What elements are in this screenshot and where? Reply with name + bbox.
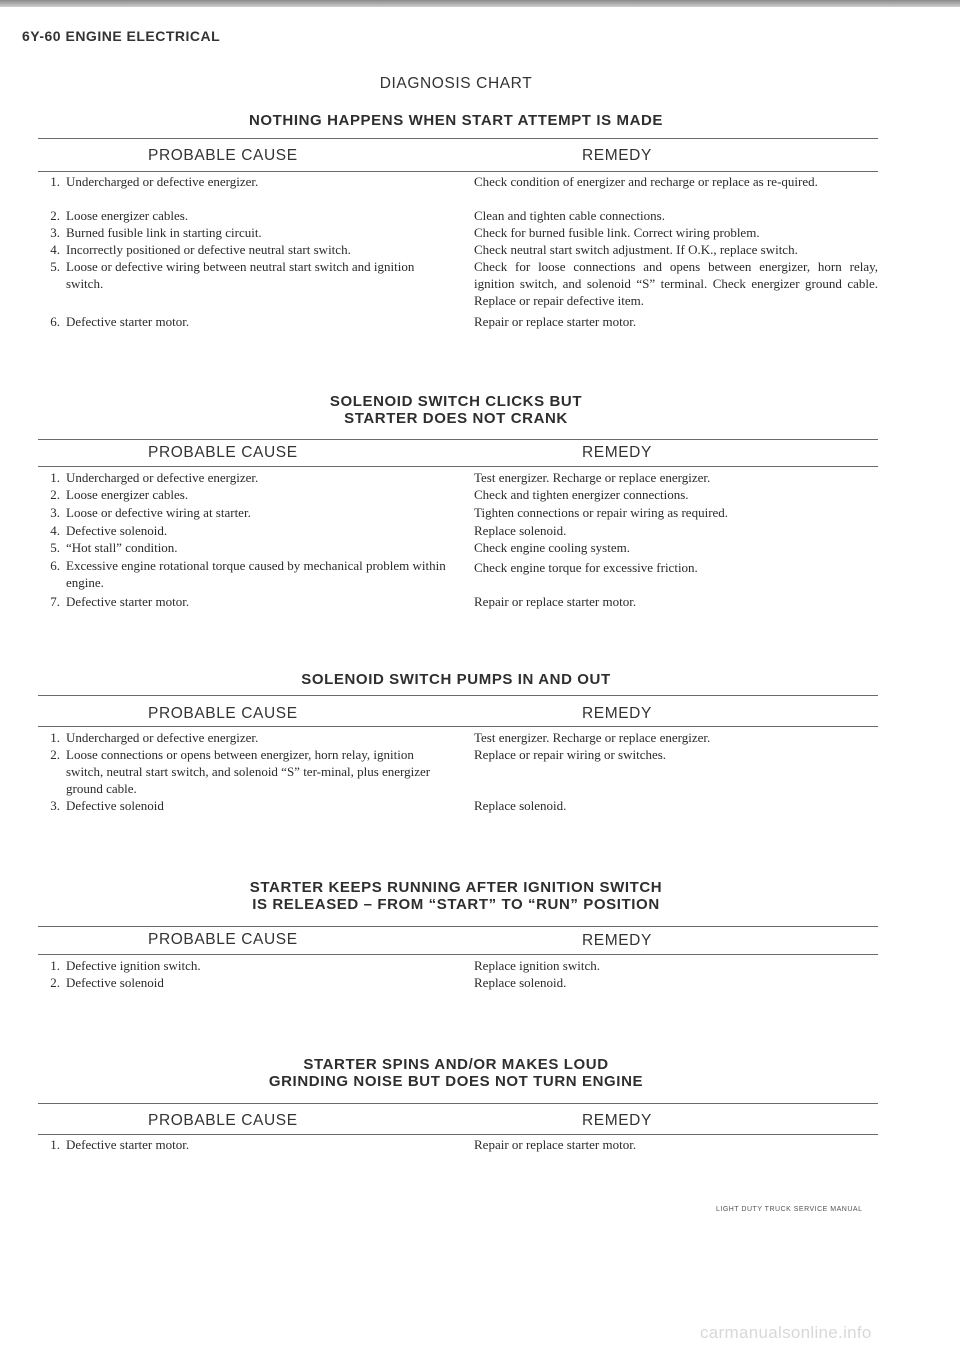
section-title — [0, 879, 912, 913]
row-number: 1. — [50, 470, 60, 485]
section-title-line: SOLENOID SWITCH CLICKS BUT — [329, 393, 583, 410]
page-top-edge — [0, 0, 960, 7]
section-title-line: STARTER KEEPS RUNNING AFTER IGNITION SWITCH — [249, 879, 663, 896]
remedy-text: Check condition of energizer and recharge or replace as re-quired. — [474, 174, 818, 189]
section-title-line: STARTER DOES NOT CRANK — [344, 410, 568, 427]
row-number: 3. — [50, 225, 60, 240]
section-title — [0, 393, 912, 427]
row-number: 4. — [50, 242, 60, 257]
cause-text: Undercharged or defective energizer. — [66, 730, 259, 745]
row-number: 2. — [50, 975, 60, 990]
remedy-text: Replace solenoid. — [474, 523, 567, 538]
rule-top — [38, 138, 878, 139]
remedy-text: Replace ignition switch. — [474, 958, 601, 973]
header-remedy: REMEDY — [582, 444, 652, 461]
header-remedy: REMEDY — [582, 705, 652, 722]
row-number: 1. — [50, 174, 60, 189]
chart-title: DIAGNOSIS CHART — [379, 75, 533, 92]
cause-text: Defective solenoid. — [66, 523, 168, 538]
remedy-text: Test energizer. Recharge or replace energizer. — [474, 730, 711, 745]
remedy-text: Repair or replace starter motor. — [474, 594, 637, 609]
rule-header — [38, 466, 878, 467]
remedy-text: Clean and tighten cable connections. — [474, 208, 665, 223]
row-number: 2. — [50, 487, 60, 502]
row-number: 1. — [50, 730, 60, 745]
remedy-text: Test energizer. Recharge or replace energizer. — [474, 470, 711, 485]
cause-text: Loose or defective wiring between neutral start switch and ignition switch. — [66, 259, 415, 291]
row-number: 1. — [50, 958, 60, 973]
remedy-text: Tighten connections or repair wiring as required. — [474, 505, 729, 520]
header-probable-cause: PROBABLE CAUSE — [148, 1112, 298, 1129]
row-number: 7. — [50, 594, 60, 609]
watermark: carmanualsonline.info — [700, 1323, 872, 1342]
cause-text: Defective starter motor. — [66, 594, 190, 609]
remedy-text: Replace solenoid. — [474, 798, 567, 813]
cause-text: Loose or defective wiring at starter. — [66, 505, 251, 520]
section-title-line: SOLENOID SWITCH PUMPS IN AND OUT — [301, 671, 611, 688]
cause-text: Burned fusible link in starting circuit. — [66, 225, 262, 240]
row-number: 5. — [50, 259, 60, 274]
remedy-text: Check for burned fusible link. Correct wiring problem. — [474, 225, 760, 240]
header-probable-cause: PROBABLE CAUSE — [148, 705, 298, 722]
row-number: 3. — [50, 505, 60, 520]
remedy-text: Check and tighten energizer connections. — [474, 487, 689, 502]
remedy-text: Replace or repair wiring or switches. — [474, 747, 667, 762]
row-number: 4. — [50, 523, 60, 538]
section-title — [0, 1056, 912, 1090]
cause-text: Excessive engine rotational torque caused by mechanical problem within engine. — [66, 558, 446, 590]
remedy-text: Check neutral start switch adjustment. If O.K., replace switch. — [474, 242, 798, 257]
rule-top — [38, 1103, 878, 1104]
rule-header — [38, 1134, 878, 1135]
cause-text: Undercharged or defective energizer. — [66, 174, 259, 189]
cause-text: “Hot stall” condition. — [66, 540, 178, 555]
footer-manual-title: LIGHT DUTY TRUCK SERVICE MANUAL — [716, 1206, 863, 1213]
rule-header — [38, 171, 878, 172]
remedy-text: Repair or replace starter motor. — [474, 314, 637, 329]
section-title — [0, 112, 912, 129]
cause-text: Loose energizer cables. — [66, 208, 189, 223]
remedy-text: Repair or replace starter motor. — [474, 1137, 637, 1152]
header-remedy: REMEDY — [582, 932, 652, 949]
row-number: 5. — [50, 540, 60, 555]
header-remedy: REMEDY — [582, 1112, 652, 1129]
remedy-text: Check engine cooling system. — [474, 540, 630, 555]
section-title-line: GRINDING NOISE BUT DOES NOT TURN ENGINE — [268, 1073, 644, 1090]
row-number: 1. — [50, 1137, 60, 1152]
remedy-text: Replace solenoid. — [474, 975, 567, 990]
rule-top — [38, 695, 878, 696]
cause-text: Incorrectly positioned or defective neutral start switch. — [66, 242, 351, 257]
rule-header — [38, 726, 878, 727]
section-title-line: NOTHING HAPPENS WHEN START ATTEMPT IS MADE — [248, 112, 664, 129]
header-probable-cause: PROBABLE CAUSE — [148, 444, 298, 461]
section-title — [0, 671, 912, 688]
row-number: 6. — [50, 558, 60, 573]
cause-text: Loose connections or opens between energizer, horn relay, ignition switch, neutral start switch, and solenoid “S” ter-minal, plus energizer ground cable. — [66, 747, 431, 796]
page-header: 6Y-60 ENGINE ELECTRICAL — [22, 28, 221, 44]
remedy-text: Check for loose connections and opens between energizer, horn relay, ignition switch, and solenoid “S” terminal. Check energizer ground cable. Replace or repair defective item. — [474, 259, 878, 308]
rule-top — [38, 926, 878, 927]
row-number: 2. — [50, 747, 60, 762]
header-remedy: REMEDY — [582, 147, 652, 164]
rule-top — [38, 439, 878, 440]
cause-text: Defective solenoid — [66, 975, 164, 990]
header-probable-cause: PROBABLE CAUSE — [148, 147, 298, 164]
rule-header — [38, 954, 878, 955]
section-title-line: IS RELEASED – FROM “START” TO “RUN” POSITION — [252, 896, 660, 913]
header-probable-cause: PROBABLE CAUSE — [148, 931, 298, 948]
cause-text: Loose energizer cables. — [66, 487, 189, 502]
remedy-text: Check engine torque for excessive friction. — [474, 560, 698, 575]
cause-text: Defective solenoid — [66, 798, 164, 813]
cause-text: Undercharged or defective energizer. — [66, 470, 259, 485]
row-number: 6. — [50, 314, 60, 329]
row-number: 3. — [50, 798, 60, 813]
row-number: 2. — [50, 208, 60, 223]
cause-text: Defective starter motor. — [66, 314, 190, 329]
cause-text: Defective ignition switch. — [66, 958, 201, 973]
cause-text: Defective starter motor. — [66, 1137, 190, 1152]
section-title-line: STARTER SPINS AND/OR MAKES LOUD — [303, 1056, 609, 1073]
